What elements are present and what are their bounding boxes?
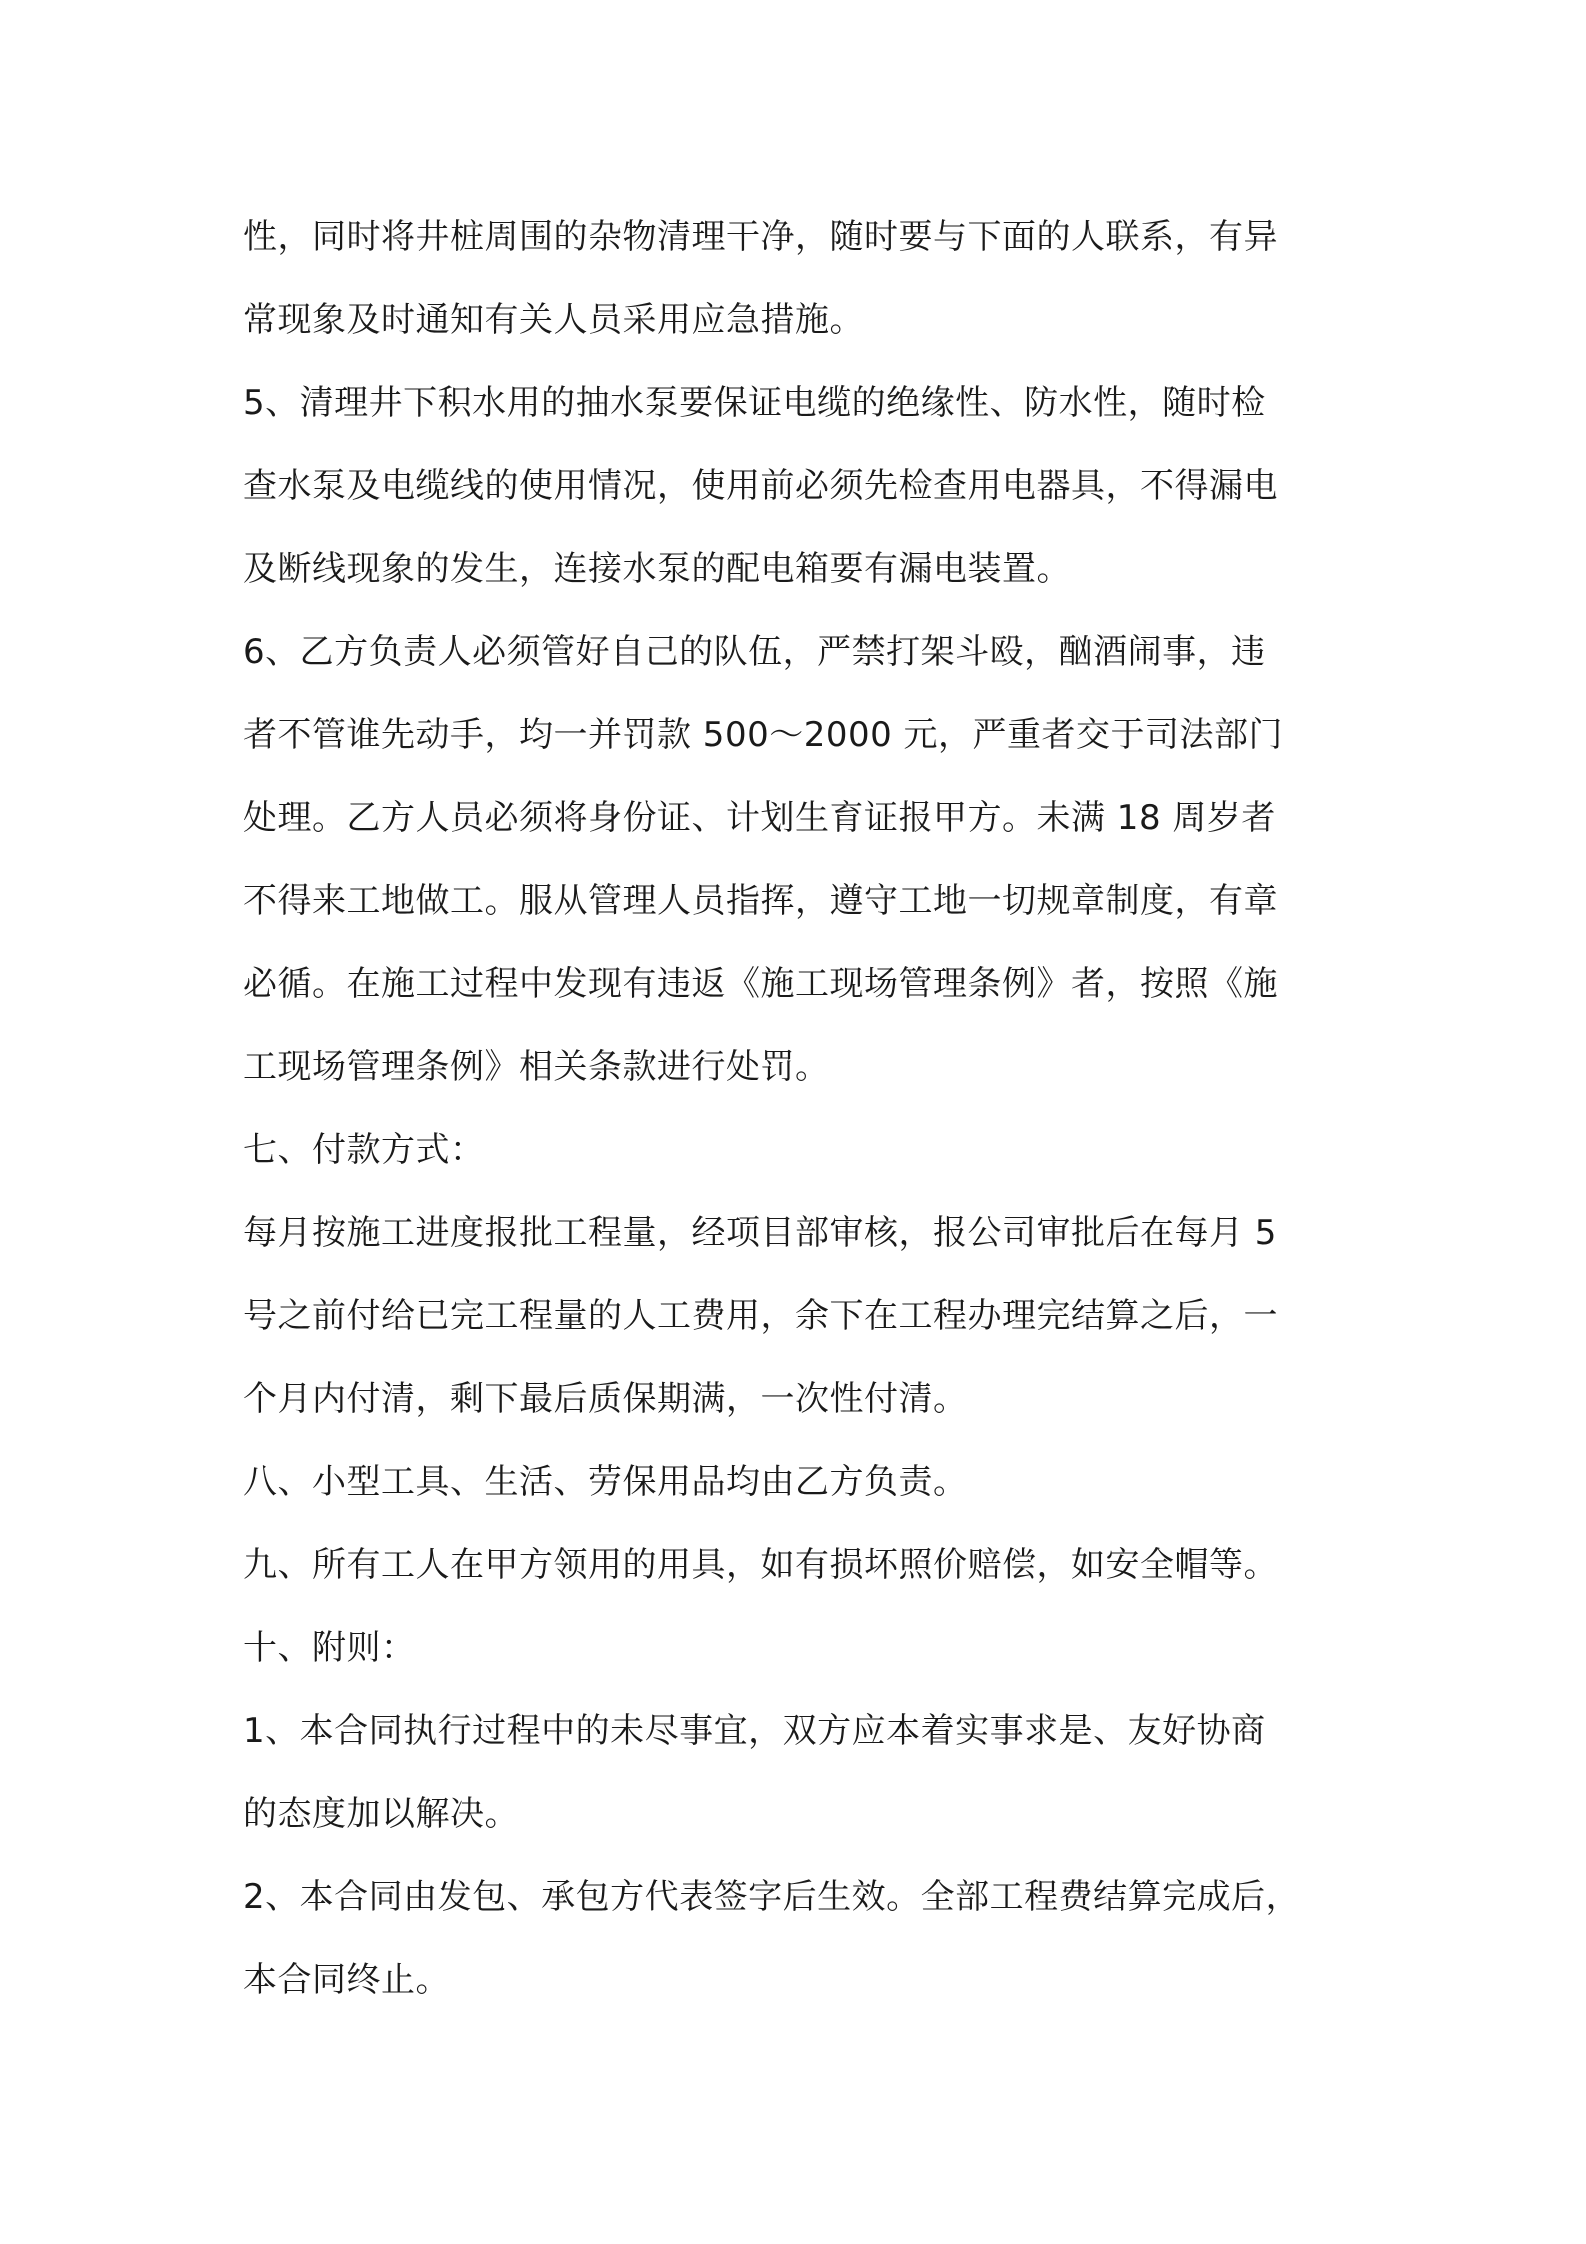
- text-line: 1、本合同执行过程中的未尽事宜，双方应本着实事求是、友好协商: [243, 1711, 1266, 1751]
- text-line: 的态度加以解决。: [243, 1794, 519, 1834]
- text-line: 必循。在施工过程中发现有违返《施工现场管理条例》者，按照《施: [243, 964, 1278, 1004]
- text-line: 个月内付清，剩下最后质保期满，一次性付清。: [243, 1379, 968, 1419]
- section-heading-appendix: 十、附则：: [243, 1628, 416, 1668]
- text-line: 号之前付给已完工程量的人工费用，余下在工程办理完结算之后，一: [243, 1296, 1278, 1336]
- text-line: 6、乙方负责人必须管好自己的队伍，严禁打架斗殴，酗酒闹事，违: [243, 632, 1266, 672]
- text-line: 每月按施工进度报批工程量，经项目部审核，报公司审批后在每月 5: [243, 1213, 1277, 1253]
- section-heading-payment: 七、付款方式：: [243, 1130, 485, 1170]
- text-line: 者不管谁先动手，均一并罚款 500～2000 元，严重者交于司法部门: [243, 715, 1284, 755]
- text-line: 处理。乙方人员必须将身份证、计划生育证报甲方。未满 18 周岁者: [243, 798, 1276, 838]
- text-line: 5、清理井下积水用的抽水泵要保证电缆的绝缘性、防水性，随时检: [243, 383, 1266, 423]
- text-line: 本合同终止。: [243, 1960, 450, 2000]
- text-line: 工现场管理条例》相关条款进行处罚。: [243, 1047, 830, 1087]
- text-line: 及断线现象的发生，连接水泵的配电箱要有漏电装置。: [243, 549, 1071, 589]
- section-heading-equipment: 九、所有工人在甲方领用的用具，如有损坏照价赔偿，如安全帽等。: [243, 1545, 1278, 1585]
- text-line: 不得来工地做工。服从管理人员指挥，遵守工地一切规章制度，有章: [243, 881, 1278, 921]
- text-line: 常现象及时通知有关人员采用应急措施。: [243, 300, 864, 340]
- text-line: 性，同时将井桩周围的杂物清理干净，随时要与下面的人联系，有异: [243, 217, 1278, 257]
- section-heading-tools: 八、小型工具、生活、劳保用品均由乙方负责。: [243, 1462, 968, 1502]
- text-line: 2、本合同由发包、承包方代表签字后生效。全部工程费结算完成后，: [243, 1877, 1301, 1917]
- text-line: 查水泵及电缆线的使用情况，使用前必须先检查用电器具，不得漏电: [243, 466, 1278, 506]
- document-body: [243, 196, 1365, 2022]
